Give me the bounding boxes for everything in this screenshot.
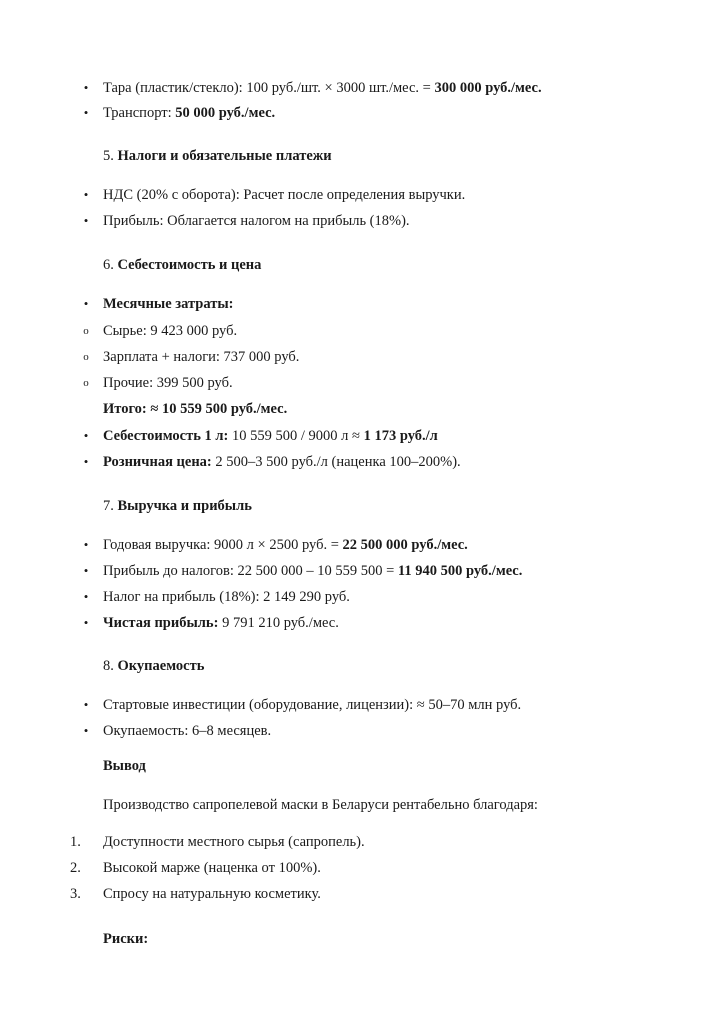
item-value: 1 173 руб./л (363, 428, 438, 444)
section-heading (0, 497, 724, 515)
list-item (0, 562, 724, 580)
item-value: 300 000 руб./мес. (434, 80, 542, 96)
section-heading (0, 657, 724, 675)
circle-bullet-icon: o (83, 351, 89, 363)
section-title: Окупаемость (117, 658, 205, 674)
circle-bullet-icon: o (83, 377, 89, 389)
item-text: 2 500–3 500 руб./л (наценка 100–200%). (211, 454, 461, 470)
item-text: Спросу на натуральную косметику. (103, 886, 321, 902)
item-text: Зарплата + налоги: 737 000 руб. (103, 349, 300, 365)
section-number: 7. (103, 498, 118, 514)
item-value: 11 940 500 руб./мес. (397, 563, 523, 579)
item-text: Окупаемость: 6–8 месяцев. (103, 723, 272, 739)
sub-list-item (0, 374, 724, 392)
item-text: Тара (пластик/стекло): 100 руб./шт. × 3000 шт./мес. = (103, 80, 435, 96)
section-number: 8. (103, 658, 118, 674)
item-number: 1. (70, 834, 81, 850)
bullet-icon: • (83, 105, 89, 120)
risks-heading (0, 930, 724, 948)
item-value: 22 500 000 руб./мес. (342, 537, 468, 553)
section-title: Себестоимость и цена (117, 257, 262, 273)
bullet-icon: • (83, 697, 89, 712)
conclusion-intro (0, 796, 724, 814)
item-text: Высокой марже (наценка от 100%). (103, 860, 321, 876)
item-text: Стартовые инвестиции (оборудование, лицензии): ≈ 50–70 млн руб. (103, 697, 522, 713)
section-number: 5. (103, 148, 118, 164)
bullet-icon: • (83, 563, 89, 578)
item-text: НДС (20% с оборота): Расчет после определения выручки. (103, 187, 466, 203)
bullet-icon: • (83, 428, 89, 443)
item-text: Годовая выручка: 9000 л × 2500 руб. = (103, 537, 343, 553)
section-title: Налоги и обязательные платежи (117, 148, 332, 164)
list-item (0, 453, 724, 471)
section-heading (0, 256, 724, 274)
list-item (0, 295, 724, 313)
numbered-item (0, 885, 724, 903)
item-text: Налог на прибыль (18%): 2 149 290 руб. (103, 589, 350, 605)
risks-title: Риски: (103, 931, 149, 947)
sub-list-item (0, 348, 724, 366)
item-text: Транспорт: (103, 105, 176, 121)
total-line (0, 400, 724, 418)
total-text: Итого: ≈ 10 559 500 руб./мес. (103, 401, 288, 417)
bullet-icon: • (83, 723, 89, 738)
item-text: 10 559 500 / 9000 л ≈ (228, 428, 364, 444)
item-text: 9 791 210 руб./мес. (218, 615, 339, 631)
bullet-icon: • (83, 296, 89, 311)
bullet-icon: • (83, 213, 89, 228)
circle-bullet-icon: o (83, 325, 89, 337)
item-label: Себестоимость 1 л: (103, 428, 229, 444)
intro-text: Производство сапропелевой маски в Беларуси рентабельно благодаря: (103, 797, 538, 813)
section-title: Выручка и прибыль (117, 498, 252, 514)
section-heading (0, 147, 724, 165)
numbered-item (0, 833, 724, 851)
item-value: 50 000 руб./мес. (175, 105, 276, 121)
bullet-icon: • (83, 454, 89, 469)
list-item (0, 536, 724, 554)
list-item (0, 104, 724, 122)
bullet-icon: • (83, 615, 89, 630)
list-item (0, 427, 724, 445)
conclusion-title: Вывод (103, 758, 146, 774)
item-label: Чистая прибыль: (103, 615, 219, 631)
bullet-icon: • (83, 80, 89, 95)
item-text: Прибыль до налогов: 22 500 000 – 10 559 500 = (103, 563, 398, 579)
conclusion-heading (0, 757, 724, 775)
item-number: 3. (70, 886, 81, 902)
section-number: 6. (103, 257, 118, 273)
list-item (0, 186, 724, 204)
list-item (0, 614, 724, 632)
list-item (0, 722, 724, 740)
item-text: Прочие: 399 500 руб. (103, 375, 233, 391)
item-text: Сырье: 9 423 000 руб. (103, 323, 238, 339)
bullet-icon: • (83, 187, 89, 202)
item-label: Розничная цена: (103, 454, 212, 470)
item-text: Прибыль: Облагается налогом на прибыль (18%). (103, 213, 410, 229)
list-item (0, 212, 724, 230)
list-item (0, 588, 724, 606)
item-label: Месячные затраты: (103, 296, 234, 312)
list-item (0, 696, 724, 714)
list-item (0, 79, 724, 97)
item-number: 2. (70, 860, 81, 876)
sub-list-item (0, 322, 724, 340)
bullet-icon: • (83, 589, 89, 604)
bullet-icon: • (83, 537, 89, 552)
item-text: Доступности местного сырья (сапропель). (103, 834, 365, 850)
numbered-item (0, 859, 724, 877)
